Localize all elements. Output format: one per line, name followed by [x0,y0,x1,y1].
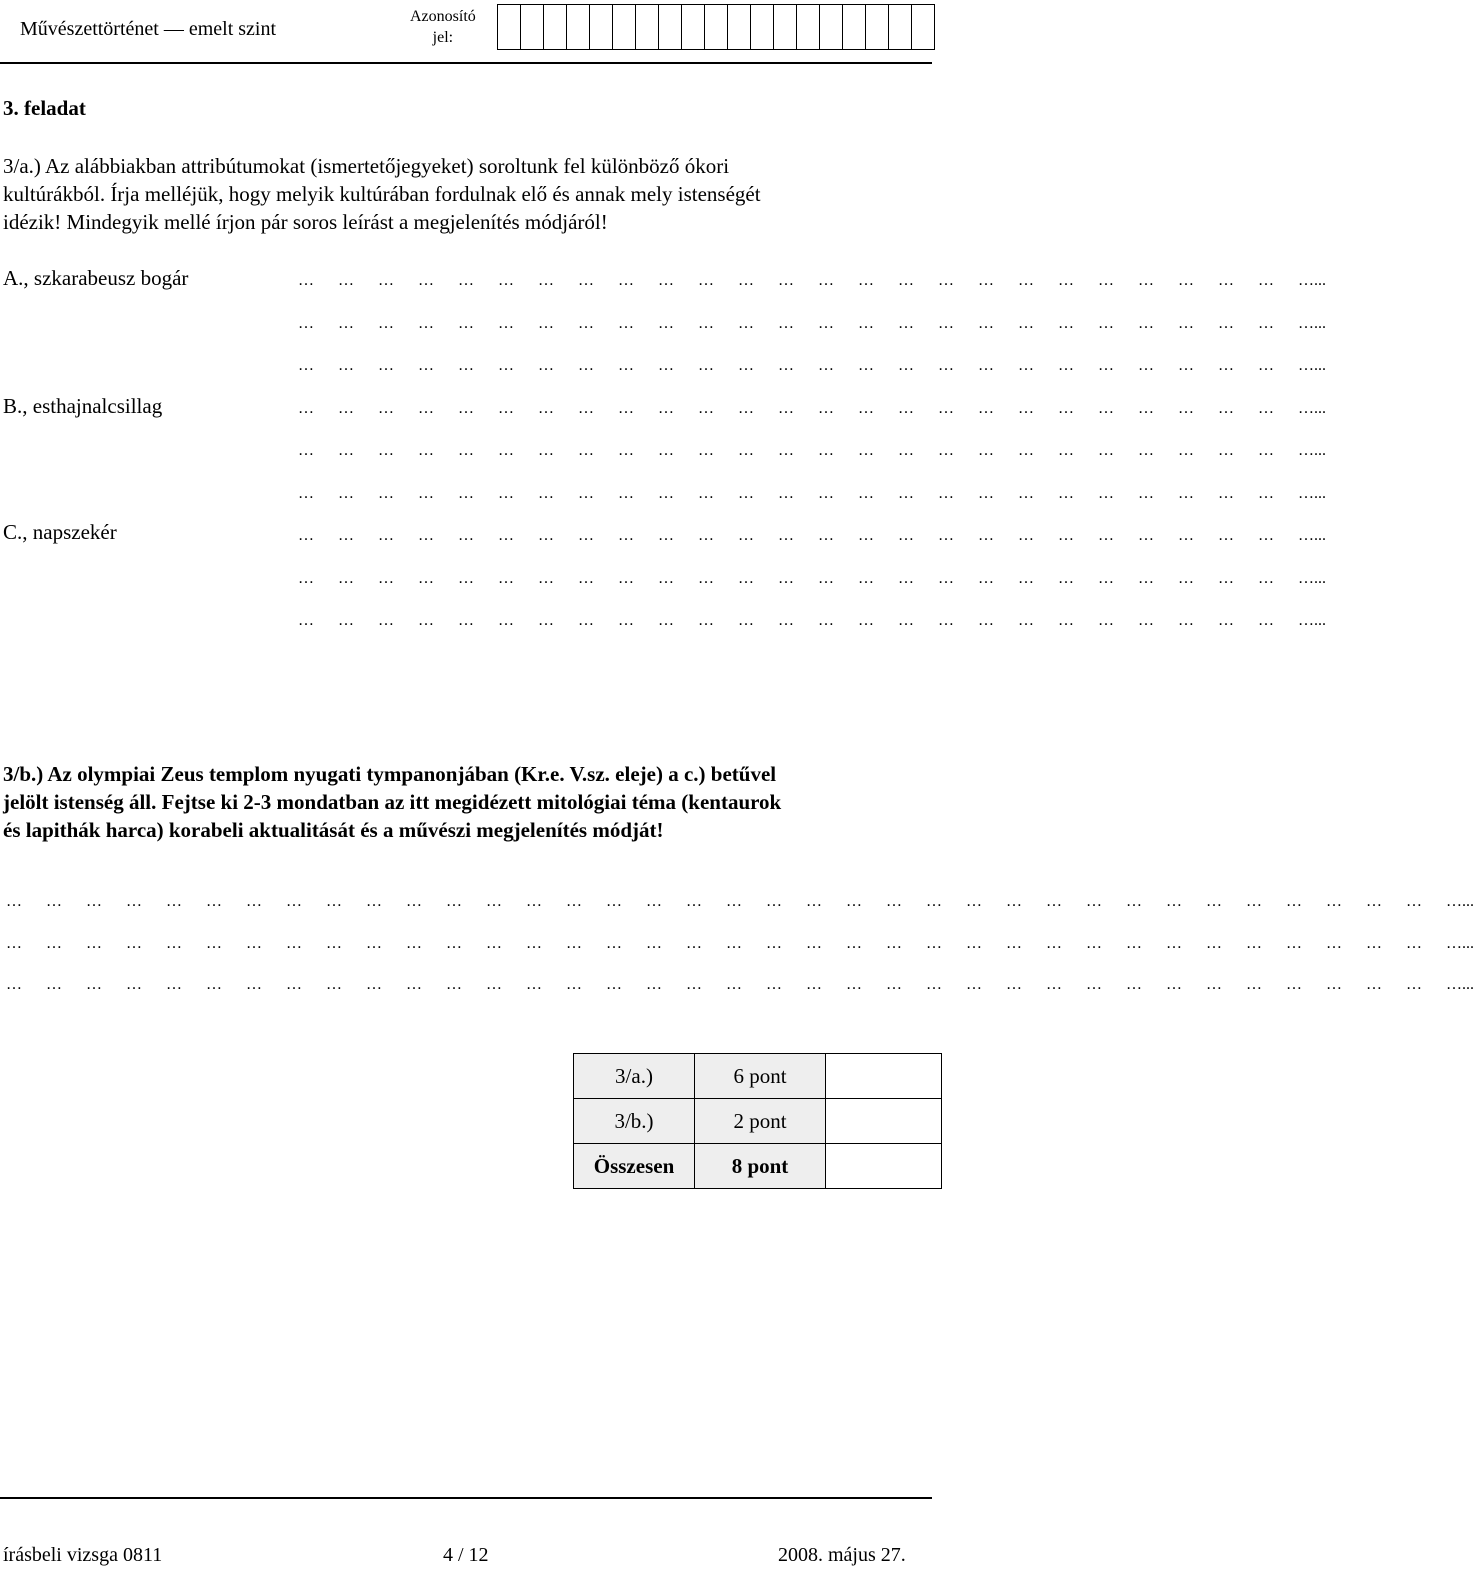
id-box[interactable] [842,4,866,50]
id-box[interactable] [773,4,797,50]
part-b-line: 3/b.) Az olympiai Zeus templom nyugati tympanonjában (Kr.e. V.sz. eleje) a c.) betűvel [3,762,777,786]
item-label-c: C., napszekér [3,520,117,544]
id-box[interactable] [681,4,705,50]
id-box[interactable] [911,4,935,50]
score-points: 6 pont [695,1054,826,1099]
score-row [574,1054,942,1099]
answer-line[interactable]: … … … … … … … … … … … … … … … … … … … … … … … … … …... [298,272,1326,289]
score-table [573,1053,942,1189]
answer-line[interactable]: … … … … … … … … … … … … … … … … … … … … … … … … … …... [298,570,1326,587]
id-box[interactable] [612,4,636,50]
id-box[interactable] [566,4,590,50]
part-b-line: és lapithák harca) korabeli aktualitását és a művészi megjelenítés módját! [3,818,664,842]
answer-line[interactable]: … … … … … … … … … … … … … … … … … … … … … … … … … …... [298,357,1326,374]
part-b-instructions [3,760,933,844]
id-box[interactable] [704,4,728,50]
part-b-line: jelölt istenség áll. Fejtse ki 2-3 mondatban az itt megidézett mitológiai téma (kentaurok [3,790,782,814]
score-entry-cell[interactable] [826,1054,942,1099]
item-label-a: A., szkarabeusz bogár [3,266,189,290]
score-part: Összesen [574,1144,695,1189]
score-row [574,1099,942,1144]
id-box[interactable] [796,4,820,50]
id-box[interactable] [750,4,774,50]
id-box[interactable] [520,4,544,50]
answer-line[interactable]: … … … … … … … … … … … … … … … … … … … … … … … … … …... [298,485,1326,502]
score-part: 3/b.) [574,1099,695,1144]
footer-exam: írásbeli vizsga 0811 [3,1544,163,1566]
footer-page: 4 / 12 [443,1544,489,1566]
id-label-line1: Azonosító [410,8,476,25]
answer-line[interactable]: … … … … … … … … … … … … … … … … … … … … … … … … … …... [298,527,1326,544]
id-label-line2: jel: [432,29,454,46]
id-label [410,6,476,48]
item-label-b: B., esthajnalcsillag [3,394,163,418]
answer-line[interactable]: … … … … … … … … … … … … … … … … … … … … … … … … … … … … … … … … … … … … …... [6,893,1474,910]
footer-date: 2008. május 27. [778,1544,906,1566]
header-title: Művészettörténet — emelt szint [20,18,277,40]
part-a-line: 3/a.) Az alábbiakban attribútumokat (ismertetőjegyeket) soroltunk fel különböző ókori [3,154,730,178]
score-points: 2 pont [695,1099,826,1144]
id-box[interactable] [658,4,682,50]
answer-line[interactable]: … … … … … … … … … … … … … … … … … … … … … … … … … …... [298,442,1326,459]
footer-rule [0,1497,932,1499]
id-code-boxes[interactable] [498,4,935,50]
id-box[interactable] [635,4,659,50]
id-box[interactable] [497,4,521,50]
part-a-line: idézik! Mindegyik mellé írjon pár soros leírást a megjelenítés módjáról! [3,210,608,234]
answer-line[interactable]: … … … … … … … … … … … … … … … … … … … … … … … … … …... [298,612,1326,629]
id-box[interactable] [865,4,889,50]
score-row-total [574,1144,942,1189]
score-entry-cell[interactable] [826,1144,942,1189]
id-box[interactable] [589,4,613,50]
part-a-line: kultúrákból. Írja melléjük, hogy melyik kultúrában fordulnak elő és annak mely istenségét [3,182,761,206]
score-points: 8 pont [695,1144,826,1189]
id-box[interactable] [727,4,751,50]
header-rule [0,62,932,64]
answer-line[interactable]: … … … … … … … … … … … … … … … … … … … … … … … … … …... [298,315,1326,332]
task-title: 3. feladat [3,96,86,120]
answer-line[interactable]: … … … … … … … … … … … … … … … … … … … … … … … … … … … … … … … … … … … … …... [6,976,1474,993]
score-part: 3/a.) [574,1054,695,1099]
part-a-instructions [3,152,933,236]
score-entry-cell[interactable] [826,1099,942,1144]
id-box[interactable] [888,4,912,50]
id-box[interactable] [543,4,567,50]
id-box[interactable] [819,4,843,50]
answer-line[interactable]: … … … … … … … … … … … … … … … … … … … … … … … … … …... [298,400,1326,417]
answer-line[interactable]: … … … … … … … … … … … … … … … … … … … … … … … … … … … … … … … … … … … … …... [6,935,1474,952]
